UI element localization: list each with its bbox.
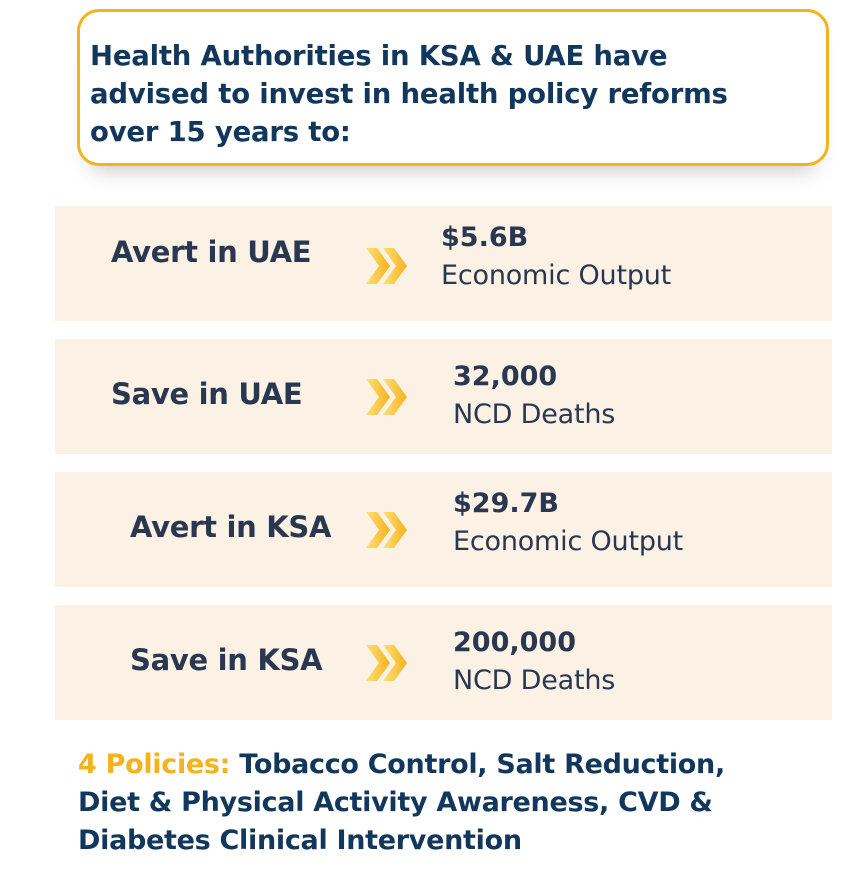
policies-line-3: Diabetes Clinical Intervention [78, 825, 522, 856]
double-chevron-icon [366, 248, 408, 284]
double-chevron-icon [366, 512, 408, 548]
stat-row-avert-uae [55, 206, 832, 321]
value-block [453, 486, 683, 562]
row-value: 200,000 [453, 627, 576, 658]
value-block [441, 220, 671, 296]
policies-line-1: Tobacco Control, Salt Reduction, [239, 749, 725, 780]
headline-callout [77, 9, 829, 166]
row-description: Economic Output [453, 526, 684, 557]
headline-line-1: Health Authorities in KSA & UAE have [90, 40, 668, 72]
value-block [453, 625, 615, 701]
row-label: Save in UAE [111, 377, 303, 411]
stat-row-save-ksa [55, 605, 832, 720]
row-value: $5.6B [441, 222, 529, 253]
row-label: Avert in UAE [111, 235, 312, 269]
row-description: Economic Output [441, 260, 672, 291]
row-value: 32,000 [453, 361, 558, 392]
row-value: $29.7B [453, 488, 559, 519]
headline-text [90, 37, 820, 151]
stat-row-save-uae [55, 339, 832, 454]
value-block [453, 359, 615, 435]
double-chevron-icon [366, 645, 408, 681]
policies-line-2: Diet & Physical Activity Awareness, CVD & [78, 787, 713, 818]
headline-line-2: advised to invest in health policy reforms [90, 78, 728, 110]
row-label: Save in KSA [130, 643, 323, 677]
stat-row-avert-ksa [55, 472, 832, 587]
headline-line-3: over 15 years to: [90, 116, 351, 148]
double-chevron-icon [366, 379, 408, 415]
policies-label: 4 Policies: [78, 749, 231, 780]
row-label: Avert in KSA [130, 510, 332, 544]
policies-text [78, 746, 838, 860]
row-description: NCD Deaths [453, 399, 616, 430]
row-description: NCD Deaths [453, 665, 616, 696]
